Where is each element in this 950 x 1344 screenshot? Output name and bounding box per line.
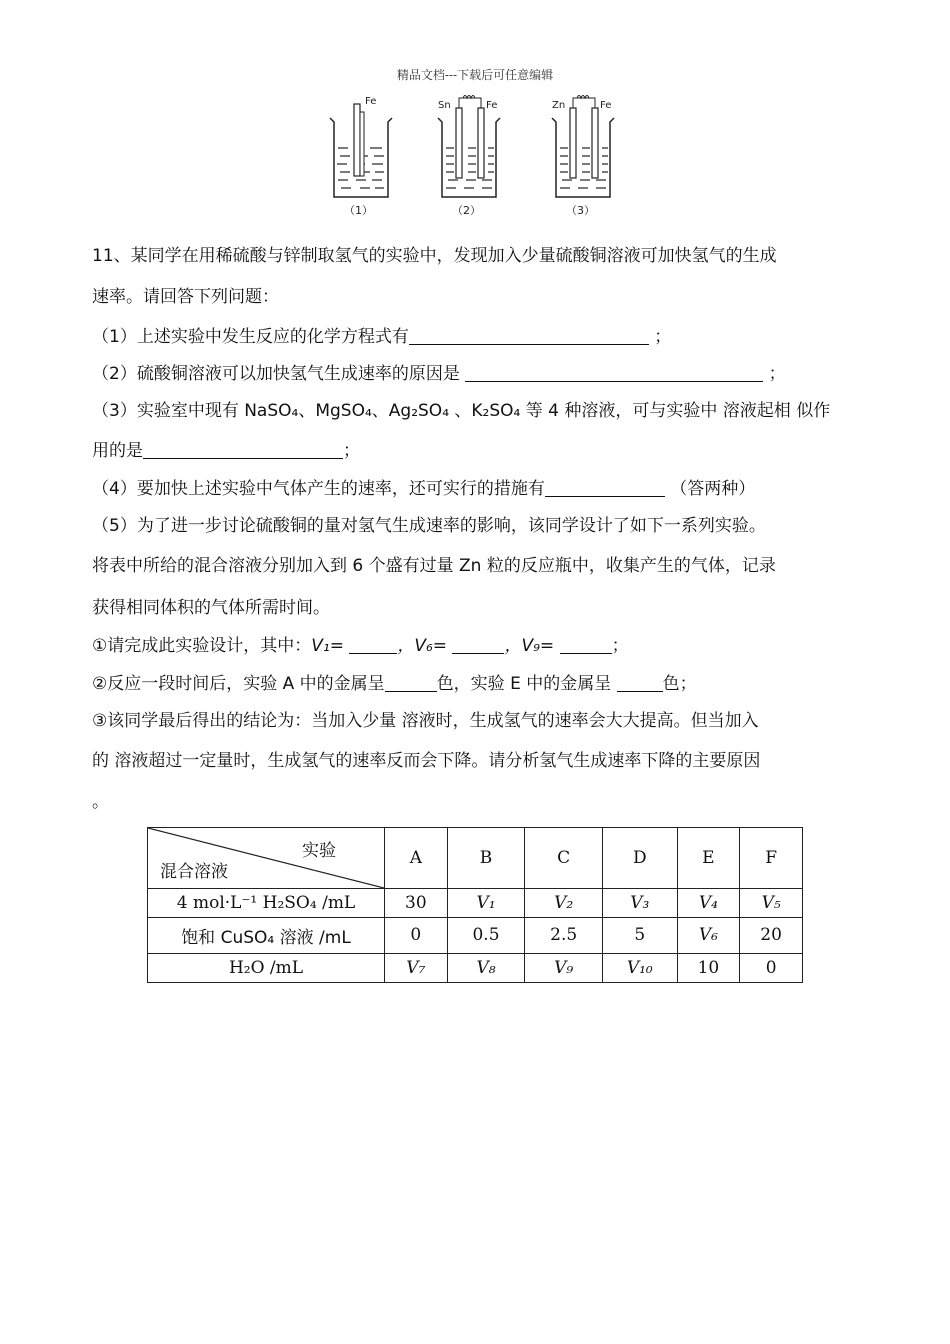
table-cell: 0 (740, 953, 803, 982)
v9-label: ，V₉= (504, 636, 555, 656)
table-cell: V₄ (677, 889, 740, 918)
answer-blank-color-e[interactable] (617, 675, 663, 692)
experiment-table (147, 827, 803, 983)
page-header: 精品文档---下载后可任意编辑 (396, 68, 554, 82)
beaker-figure-3 (552, 96, 614, 218)
row-label: 饱和 CuSO₄ 溶液 /mL (148, 918, 385, 954)
corner-label-experiment: 实验 (302, 841, 336, 861)
answer-blank-v6[interactable] (452, 637, 504, 654)
question-sub-3: ③该同学最后得出的结论为：当加入少量 溶液时，生成氢气的速率会大大提高。但当加入 (92, 711, 759, 731)
question-sub-3-line-2: 的 溶液超过一定量时，生成氢气的速率反而会下降。请分析氢气生成速率下降的主要原因 (92, 751, 761, 771)
question-part-4 (92, 479, 862, 499)
table-cell: 0.5 (447, 918, 525, 954)
question-part-2 (92, 364, 862, 384)
column-header: C (525, 828, 603, 889)
fig2-fe-label: Fe (486, 100, 498, 111)
question-line-1: 11、某同学在用稀硫酸与锌制取氢气的实验中，发现加入少量硫酸铜溶液可加快氢气的生成 (92, 246, 777, 266)
corner-label-mixture: 混合溶液 (160, 862, 228, 882)
fig2-sn-label: Sn (438, 100, 451, 111)
answer-blank-measures[interactable] (545, 480, 665, 497)
table-cell: 2.5 (525, 918, 603, 954)
table-cell: V₁ (447, 889, 525, 918)
part-4-end: （答两种） (670, 479, 756, 499)
part-4-text: （4）要加快上述实验中气体产生的速率，还可实行的措施有 (92, 479, 545, 499)
part-1-text: （1）上述实验中发生反应的化学方程式有 (92, 327, 409, 347)
question-sub-3-line-3: 。 (92, 792, 109, 812)
electrochemistry-figures (320, 92, 640, 222)
part-1-end: ； (654, 327, 672, 347)
table-cell: 5 (603, 918, 678, 954)
v1-label: V₁= (311, 636, 344, 656)
row-label: H₂O /mL (148, 953, 385, 982)
part-2-end: ； (768, 364, 786, 384)
question-line-2: 速率。请回答下列问题： (92, 287, 279, 307)
sub-2-text-b: 色，实验 E 中的金属呈 (436, 674, 612, 694)
sub-2-text-c: 色； (662, 674, 697, 694)
column-header: F (740, 828, 803, 889)
question-part-3: （3）实验室中现有 NaSO₄、MgSO₄、Ag₂SO₄ 、K₂SO₄ 等 4 种溶液，可与实验中 溶液起相 似作 (92, 401, 831, 421)
question-sub-1 (92, 636, 862, 656)
table-cell: 30 (385, 889, 448, 918)
fig1-fe-label: Fe (365, 96, 377, 107)
answer-blank-v9[interactable] (560, 637, 612, 654)
table-row (148, 918, 803, 954)
part-2-text: （2）硫酸铜溶液可以加快氢气生成速率的原因是 (92, 364, 460, 384)
question-part-1 (92, 327, 862, 347)
fig2-caption: （2） (452, 204, 481, 217)
table-cell: V₃ (603, 889, 678, 918)
question-part-5-line-3: 获得相同体积的气体所需时间。 (92, 598, 330, 618)
sub-1-text: ①请完成此实验设计，其中： (92, 636, 312, 656)
row-label: 4 mol·L⁻¹ H₂SO₄ /mL (148, 889, 385, 918)
question-sub-2 (92, 674, 862, 694)
column-header: E (677, 828, 740, 889)
table-row (148, 953, 803, 982)
beaker-figure-2 (438, 96, 500, 218)
table-cell: V₇ (385, 953, 448, 982)
table-cell: V₉ (525, 953, 603, 982)
table-row (148, 889, 803, 918)
sub-2-text-a: ②反应一段时间后，实验 A 中的金属呈 (92, 674, 385, 694)
answer-blank-reason[interactable] (465, 365, 763, 382)
answer-blank-color-a[interactable] (385, 675, 437, 692)
table-cell: 20 (740, 918, 803, 954)
table-cell: 10 (677, 953, 740, 982)
v6-label: ，V₆= (397, 636, 448, 656)
part-3-end: ； (343, 441, 360, 461)
table-cell: V₂ (525, 889, 603, 918)
table-cell: V₅ (740, 889, 803, 918)
column-header: D (603, 828, 678, 889)
table-corner-cell (148, 828, 385, 889)
beaker-figure-1 (330, 96, 392, 217)
answer-blank-solution[interactable] (143, 442, 343, 459)
fig3-zn-label: Zn (552, 100, 566, 111)
answer-blank-equation[interactable] (409, 328, 649, 345)
table-cell: V₈ (447, 953, 525, 982)
table-cell: V₆ (677, 918, 740, 954)
answer-blank-v1[interactable] (349, 637, 397, 654)
table-cell: 0 (385, 918, 448, 954)
column-header: A (385, 828, 448, 889)
question-part-5: （5）为了进一步讨论硫酸铜的量对氢气生成速率的影响，该同学设计了如下一系列实验。 (92, 516, 766, 536)
part-3-text: 用的是 (92, 441, 143, 461)
fig1-caption: （1） (344, 204, 373, 217)
column-header: B (447, 828, 525, 889)
question-part-5-line-2: 将表中所给的混合溶液分别加入到 6 个盛有过量 Zn 粒的反应瓶中，收集产生的气体，记录 (92, 556, 776, 576)
question-part-3-cont (92, 441, 862, 461)
experiment-table-wrapper (147, 827, 803, 983)
fig3-caption: （3） (566, 204, 595, 217)
table-header-row (148, 828, 803, 889)
sub-1-end: ； (611, 636, 629, 656)
table-cell: V₁₀ (603, 953, 678, 982)
fig3-fe-label: Fe (600, 100, 612, 111)
